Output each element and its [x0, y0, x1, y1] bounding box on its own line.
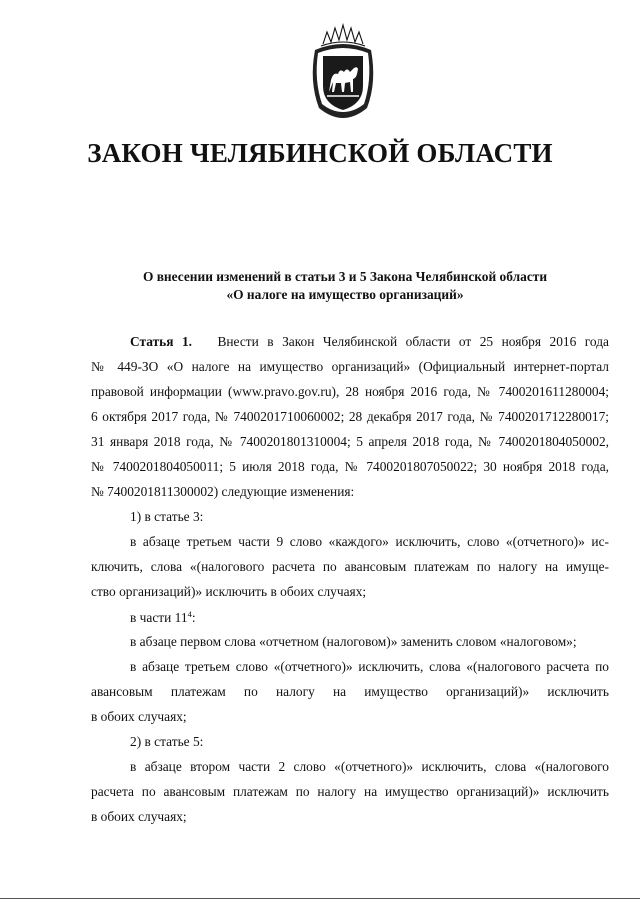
subtitle-line: «О налоге на имущество организаций» [226, 287, 464, 302]
page-title: ЗАКОН ЧЕЛЯБИНСКОЙ ОБЛАСТИ [87, 138, 553, 168]
paragraph-line: в обоих случаях; [91, 809, 187, 824]
article-line: № 7400201811300002) следующие изменения: [91, 484, 355, 499]
article-label: Статья 1. [130, 334, 193, 349]
paragraph-line: ключить, слова «(налогового расчета по авансовым платежам по налогу на имуще- [91, 559, 609, 574]
superscript: 4 [187, 609, 192, 619]
list-item: 1) в статье 3: [130, 509, 204, 524]
paragraph-text: в части 11 [130, 610, 188, 625]
paragraph-line: в абзаце третьем части 9 слово «каждого» исключить, слово «(отчетного)» ис- [130, 534, 609, 549]
article-line: № 7400201804050011; 5 июля 2018 года, № 7400201807050022; 30 ноября 2018 года, [91, 459, 609, 474]
article-line: правовой информации (www.pravo.gov.ru), 28 ноября 2016 года, № 7400201611280004; [91, 384, 609, 399]
coat-of-arms-icon [305, 22, 381, 120]
paragraph-line: в абзаце втором части 2 слово «(отчетного)» исключить, слова «(налогового [130, 759, 609, 774]
paragraph-line: авансовым платежам по налогу на имущество организаций)» исключить [91, 684, 609, 699]
article-text: Внести в Закон Челябинской области от 25 ноября 2016 года [217, 334, 609, 349]
article-line: № 449-ЗО «О налоге на имущество организаций» (Официальный интернет-портал [91, 359, 609, 374]
list-item: 2) в статье 5: [130, 734, 204, 749]
list-item [130, 609, 609, 626]
article-line: 6 октября 2017 года, № 7400201710060002; 28 декабря 2017 года, № 7400201712280017; [91, 409, 609, 424]
page-bottom-divider [0, 898, 640, 899]
paragraph-text: : [191, 610, 196, 625]
paragraph-line: в абзаце третьем слово «(отчетного)» исключить, слова «(налогового расчета по [130, 659, 609, 674]
article-first-line [130, 334, 609, 350]
article-line: 31 января 2018 года, № 7400201801310004; 5 апреля 2018 года, № 7400201804050002, [91, 434, 609, 449]
document-subtitle [60, 268, 630, 304]
paragraph-line: ство организаций)» исключить в обоих случаях; [91, 584, 367, 599]
paragraph-line: в обоих случаях; [91, 709, 187, 724]
paragraph-line: расчета по авансовым платежам по налогу на имущество организаций)» исключить [91, 784, 609, 799]
subtitle-line: О внесении изменений в статьи 3 и 5 Закона Челябинской области [142, 269, 548, 284]
paragraph-line: в абзаце первом слова «отчетном (налоговом)» заменить словом «налоговом»; [130, 634, 577, 649]
